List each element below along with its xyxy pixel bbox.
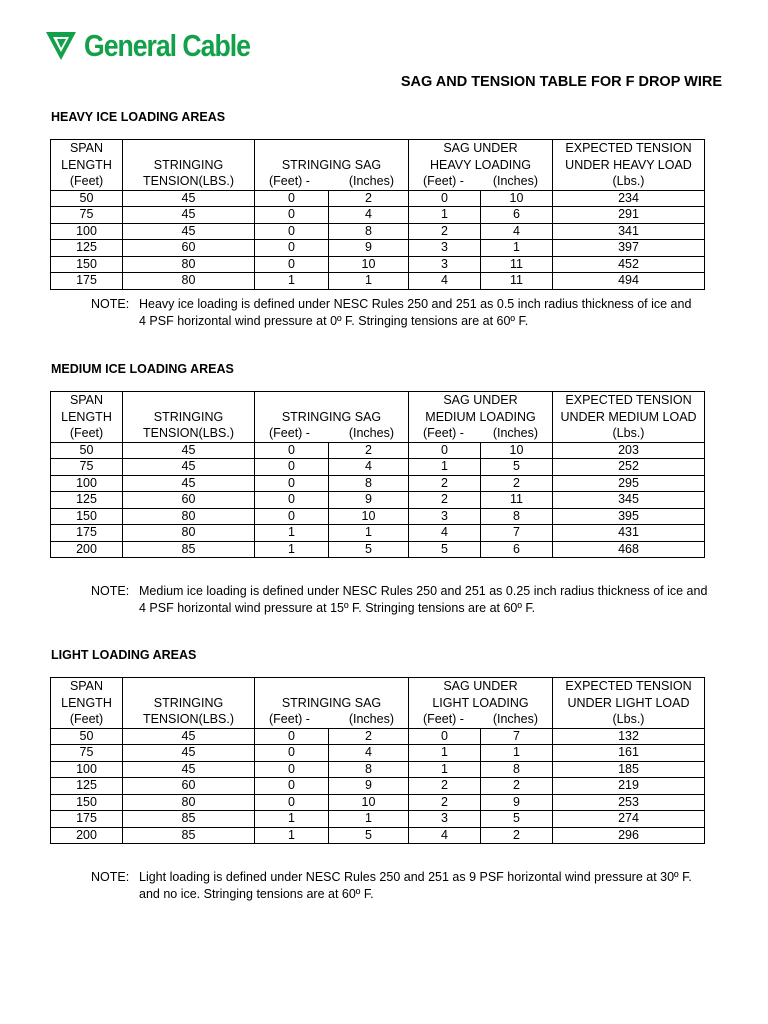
table-cell: 8 — [481, 508, 553, 525]
header-units — [255, 711, 408, 728]
table-cell: 9 — [329, 240, 409, 257]
note-body — [139, 583, 719, 616]
brand-name: General Cable — [84, 27, 250, 63]
table-cell: 50 — [51, 190, 123, 207]
header-units — [255, 425, 408, 442]
header-line: MEDIUM LOADING — [425, 409, 536, 424]
header-line: (Feet) — [69, 174, 104, 188]
table-cell: 100 — [51, 761, 123, 778]
table-row — [51, 827, 705, 844]
table-cell: 0 — [255, 508, 329, 525]
table-cell: 7 — [481, 525, 553, 542]
table-cell: 1 — [255, 541, 329, 558]
note-line: 4 PSF horizontal wind pressure at 0º F. Stringing tensions are at 60º F. — [139, 313, 529, 328]
stringing-sag-header — [255, 678, 409, 729]
sag-tension-table — [50, 139, 705, 290]
table-cell: 0 — [409, 728, 481, 745]
table-cell: 11 — [481, 256, 553, 273]
table-cell: 253 — [553, 794, 705, 811]
table-row — [51, 273, 705, 290]
table-cell: 85 — [123, 541, 255, 558]
table-cell: 45 — [123, 207, 255, 224]
inches-unit: (Inches) — [492, 712, 538, 726]
table-cell: 200 — [51, 541, 123, 558]
header-line: STRINGING SAG — [281, 695, 382, 710]
table-row — [51, 728, 705, 745]
table-header-row — [51, 678, 705, 729]
table-header-row — [51, 392, 705, 443]
stringing-sag-header — [255, 392, 409, 443]
table-cell: 2 — [481, 827, 553, 844]
header-line: (Feet) — [69, 712, 104, 726]
table-cell: 1 — [481, 745, 553, 762]
header-line: (Lbs.) — [612, 426, 645, 440]
span-length-header — [51, 678, 123, 729]
table-cell: 60 — [123, 492, 255, 509]
table-cell: 5 — [329, 827, 409, 844]
header-line: EXPECTED TENSION — [565, 141, 692, 155]
table-row — [51, 794, 705, 811]
table-cell: 1 — [481, 240, 553, 257]
header-line: STRINGING — [153, 157, 224, 172]
table-row — [51, 240, 705, 257]
expected-tension-header — [553, 140, 705, 191]
table-cell: 1 — [409, 761, 481, 778]
table-cell: 0 — [255, 240, 329, 257]
table-cell: 0 — [255, 745, 329, 762]
table-note — [91, 869, 719, 902]
table-cell: 1 — [409, 207, 481, 224]
section-heading: HEAVY ICE LOADING AREAS — [51, 110, 226, 124]
table-cell: 10 — [481, 442, 553, 459]
note-body — [139, 869, 719, 902]
table-cell: 125 — [51, 778, 123, 795]
note-label: NOTE: — [91, 297, 130, 311]
table-row — [51, 811, 705, 828]
header-line: TENSION(LBS.) — [143, 174, 234, 188]
header-line: HEAVY LOADING — [430, 157, 531, 172]
table-cell: 10 — [329, 794, 409, 811]
span-length-header — [51, 392, 123, 443]
header-line — [123, 392, 254, 409]
page-title: SAG AND TENSION TABLE FOR F DROP WIRE — [400, 74, 722, 90]
table-cell: 132 — [553, 728, 705, 745]
table-cell: 1 — [329, 525, 409, 542]
table-cell: 295 — [553, 475, 705, 492]
table-cell: 4 — [481, 223, 553, 240]
header-line: SAG UNDER — [443, 141, 518, 155]
table-cell: 9 — [329, 492, 409, 509]
table-cell: 175 — [51, 525, 123, 542]
table-cell: 9 — [329, 778, 409, 795]
table-cell: 4 — [329, 745, 409, 762]
table-cell: 6 — [481, 541, 553, 558]
header-line: (Lbs.) — [612, 712, 645, 726]
table-cell: 150 — [51, 256, 123, 273]
table-cell: 0 — [255, 207, 329, 224]
table-cell: 203 — [553, 442, 705, 459]
header-line: STRINGING SAG — [281, 409, 382, 424]
table-cell: 150 — [51, 794, 123, 811]
table-cell: 2 — [409, 492, 481, 509]
table-row — [51, 525, 705, 542]
table-cell: 4 — [409, 525, 481, 542]
table-cell: 296 — [553, 827, 705, 844]
table-row — [51, 223, 705, 240]
section-heading: LIGHT LOADING AREAS — [51, 648, 197, 662]
stringing-tension-header — [123, 392, 255, 443]
feet-unit: (Feet) - — [269, 426, 310, 440]
table-cell: 75 — [51, 459, 123, 476]
header-line — [123, 140, 254, 157]
table-cell: 5 — [481, 811, 553, 828]
table-cell: 8 — [329, 475, 409, 492]
feet-unit: (Feet) - — [423, 426, 464, 440]
table-cell: 395 — [553, 508, 705, 525]
table-cell: 10 — [329, 508, 409, 525]
table-row — [51, 541, 705, 558]
table-cell: 3 — [409, 240, 481, 257]
table-cell: 200 — [51, 827, 123, 844]
table-cell: 2 — [409, 778, 481, 795]
table-cell: 75 — [51, 207, 123, 224]
table-cell: 2 — [329, 728, 409, 745]
table-row — [51, 256, 705, 273]
table-cell: 50 — [51, 442, 123, 459]
note-line: Light loading is defined under NESC Rules 250 and 251 as 9 PSF horizontal wind pressure at 30º F. — [139, 870, 692, 884]
table-cell: 9 — [481, 794, 553, 811]
header-line: LENGTH — [61, 409, 112, 424]
note-line: 4 PSF horizontal wind pressure at 15º F. Stringing tensions are at 60º F. — [139, 600, 536, 615]
brand-logo — [44, 28, 277, 62]
table-cell: 80 — [123, 794, 255, 811]
table-cell: 10 — [481, 190, 553, 207]
table-cell: 80 — [123, 525, 255, 542]
table-cell: 175 — [51, 273, 123, 290]
inches-unit: (Inches) — [348, 174, 394, 188]
table-cell: 8 — [329, 223, 409, 240]
table-row — [51, 761, 705, 778]
header-line: SAG UNDER — [443, 679, 518, 693]
expected-tension-header — [553, 678, 705, 729]
header-line: TENSION(LBS.) — [143, 426, 234, 440]
header-line: UNDER MEDIUM LOAD — [560, 409, 697, 424]
table-cell: 4 — [409, 273, 481, 290]
table-cell: 100 — [51, 223, 123, 240]
table-cell: 0 — [255, 459, 329, 476]
stringing-tension-header — [123, 678, 255, 729]
header-line: LENGTH — [61, 157, 112, 172]
header-units — [409, 711, 552, 728]
header-line: STRINGING — [153, 409, 224, 424]
table-cell: 45 — [123, 459, 255, 476]
header-line: SPAN — [69, 141, 104, 155]
table-cell: 8 — [481, 761, 553, 778]
table-cell: 45 — [123, 190, 255, 207]
table-cell: 3 — [409, 811, 481, 828]
table-cell: 252 — [553, 459, 705, 476]
table-cell: 60 — [123, 240, 255, 257]
expected-tension-header — [553, 392, 705, 443]
table-cell: 494 — [553, 273, 705, 290]
table-cell: 80 — [123, 256, 255, 273]
table-cell: 5 — [481, 459, 553, 476]
table-cell: 1 — [255, 525, 329, 542]
header-line: LENGTH — [61, 695, 112, 710]
table-cell: 45 — [123, 728, 255, 745]
table-cell: 2 — [409, 223, 481, 240]
stringing-sag-header — [255, 140, 409, 191]
table-cell: 150 — [51, 508, 123, 525]
table-cell: 4 — [329, 459, 409, 476]
header-units — [409, 173, 552, 190]
table-row — [51, 492, 705, 509]
feet-unit: (Feet) - — [423, 174, 464, 188]
note-line: and no ice. Stringing tensions are at 60º F. — [139, 886, 374, 901]
table-cell: 234 — [553, 190, 705, 207]
table-cell: 0 — [255, 256, 329, 273]
feet-unit: (Feet) - — [269, 174, 310, 188]
table-cell: 2 — [329, 190, 409, 207]
table-cell: 11 — [481, 273, 553, 290]
table-row — [51, 190, 705, 207]
table-cell: 1 — [255, 273, 329, 290]
table-cell: 2 — [409, 475, 481, 492]
table-cell: 8 — [329, 761, 409, 778]
table-cell: 2 — [481, 778, 553, 795]
table-cell: 3 — [409, 508, 481, 525]
note-label: NOTE: — [91, 870, 130, 884]
table-cell: 45 — [123, 761, 255, 778]
inches-unit: (Inches) — [492, 174, 538, 188]
table-cell: 4 — [409, 827, 481, 844]
table-row — [51, 475, 705, 492]
table-cell: 45 — [123, 475, 255, 492]
table-cell: 2 — [329, 442, 409, 459]
table-cell: 0 — [409, 190, 481, 207]
inches-unit: (Inches) — [348, 712, 394, 726]
table-cell: 45 — [123, 745, 255, 762]
table-cell: 452 — [553, 256, 705, 273]
table-cell: 219 — [553, 778, 705, 795]
table-cell: 0 — [255, 794, 329, 811]
header-line: (Lbs.) — [612, 174, 645, 188]
table-cell: 45 — [123, 442, 255, 459]
table-cell: 1 — [255, 811, 329, 828]
header-units — [409, 425, 552, 442]
stringing-tension-header — [123, 140, 255, 191]
table-cell: 125 — [51, 492, 123, 509]
general-cable-logo-icon — [44, 28, 78, 62]
table-cell: 0 — [255, 190, 329, 207]
sag-under-loading-header — [409, 678, 553, 729]
table-cell: 6 — [481, 207, 553, 224]
table-cell: 4 — [329, 207, 409, 224]
table-row — [51, 508, 705, 525]
table-cell: 2 — [409, 794, 481, 811]
inches-unit: (Inches) — [348, 426, 394, 440]
table-cell: 2 — [481, 475, 553, 492]
table-cell: 5 — [409, 541, 481, 558]
header-units — [255, 173, 408, 190]
feet-unit: (Feet) - — [423, 712, 464, 726]
table-cell: 100 — [51, 475, 123, 492]
header-line — [123, 678, 254, 695]
note-line: Heavy ice loading is defined under NESC Rules 250 and 251 as 0.5 inch radius thickness of ice and — [139, 297, 692, 311]
sag-under-loading-header — [409, 140, 553, 191]
table-row — [51, 442, 705, 459]
sag-tension-table — [50, 391, 705, 558]
table-note — [91, 296, 719, 329]
header-line: (Feet) — [69, 426, 104, 440]
feet-unit: (Feet) - — [269, 712, 310, 726]
table-cell: 0 — [255, 728, 329, 745]
table-cell: 397 — [553, 240, 705, 257]
header-line: UNDER LIGHT LOAD — [567, 695, 690, 710]
table-cell: 3 — [409, 256, 481, 273]
table-cell: 10 — [329, 256, 409, 273]
table-cell: 80 — [123, 508, 255, 525]
note-body — [139, 296, 719, 329]
table-cell: 0 — [255, 761, 329, 778]
table-cell: 0 — [409, 442, 481, 459]
table-cell: 85 — [123, 827, 255, 844]
table-cell: 291 — [553, 207, 705, 224]
table-cell: 1 — [409, 745, 481, 762]
table-note — [91, 583, 719, 616]
table-cell: 80 — [123, 273, 255, 290]
header-line: LIGHT LOADING — [432, 695, 529, 710]
table-cell: 60 — [123, 778, 255, 795]
span-length-header — [51, 140, 123, 191]
table-row — [51, 745, 705, 762]
table-cell: 0 — [255, 223, 329, 240]
table-row — [51, 207, 705, 224]
table-cell: 274 — [553, 811, 705, 828]
table-cell: 345 — [553, 492, 705, 509]
header-line: SPAN — [69, 679, 104, 693]
table-cell: 1 — [329, 811, 409, 828]
header-line: STRINGING SAG — [281, 157, 382, 172]
table-cell: 85 — [123, 811, 255, 828]
header-line: UNDER HEAVY LOAD — [565, 157, 692, 172]
table-row — [51, 459, 705, 476]
sag-tension-table — [50, 677, 705, 844]
table-cell: 7 — [481, 728, 553, 745]
table-cell: 5 — [329, 541, 409, 558]
table-cell: 1 — [329, 273, 409, 290]
table-cell: 45 — [123, 223, 255, 240]
table-cell: 1 — [255, 827, 329, 844]
header-line: TENSION(LBS.) — [143, 712, 234, 726]
section-heading: MEDIUM ICE LOADING AREAS — [51, 362, 234, 376]
table-cell: 175 — [51, 811, 123, 828]
table-header-row — [51, 140, 705, 191]
header-line: EXPECTED TENSION — [565, 679, 692, 693]
table-cell: 0 — [255, 475, 329, 492]
table-cell: 468 — [553, 541, 705, 558]
header-line: SPAN — [69, 393, 104, 407]
sag-under-loading-header — [409, 392, 553, 443]
header-line: EXPECTED TENSION — [565, 393, 692, 407]
table-cell: 1 — [409, 459, 481, 476]
table-cell: 0 — [255, 778, 329, 795]
note-label: NOTE: — [91, 584, 130, 598]
table-cell: 161 — [553, 745, 705, 762]
inches-unit: (Inches) — [492, 426, 538, 440]
header-line: SAG UNDER — [443, 393, 518, 407]
table-cell: 125 — [51, 240, 123, 257]
note-line: Medium ice loading is defined under NESC Rules 250 and 251 as 0.25 inch radius thickness of ice and — [139, 584, 708, 598]
table-cell: 341 — [553, 223, 705, 240]
table-cell: 431 — [553, 525, 705, 542]
table-cell: 11 — [481, 492, 553, 509]
table-cell: 50 — [51, 728, 123, 745]
table-row — [51, 778, 705, 795]
table-cell: 185 — [553, 761, 705, 778]
header-line: STRINGING — [153, 695, 224, 710]
table-cell: 0 — [255, 442, 329, 459]
table-cell: 75 — [51, 745, 123, 762]
table-cell: 0 — [255, 492, 329, 509]
